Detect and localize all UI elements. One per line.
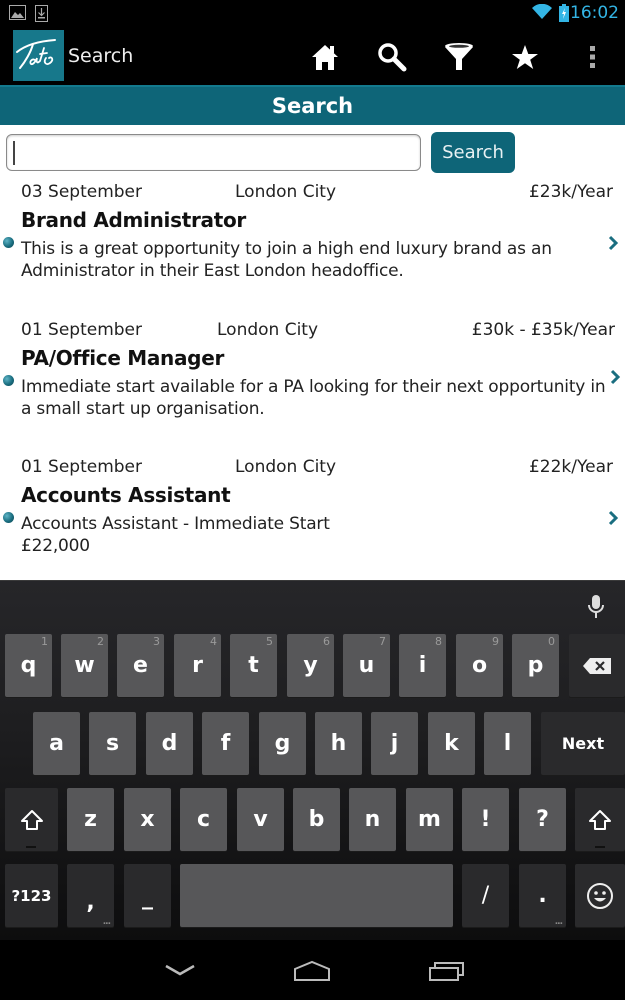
shift-icon [20, 809, 44, 831]
job-description-line: £22,000 [21, 536, 90, 556]
clock: 16:02 [570, 3, 619, 23]
recents-button[interactable] [428, 960, 466, 987]
job-description-line: Accounts Assistant - Immediate Start [21, 514, 330, 534]
page-title-bar [0, 85, 625, 125]
job-location: London City [235, 182, 337, 202]
job-title: PA/Office Manager [21, 346, 225, 370]
favourites-button[interactable] [507, 39, 543, 75]
search-results-panel [0, 125, 625, 580]
search-button[interactable]: Search [431, 132, 515, 173]
job-title: Brand Administrator [21, 208, 246, 232]
voice-input-button[interactable] [586, 594, 606, 625]
filter-button[interactable] [441, 39, 477, 75]
bullet-icon [3, 512, 14, 523]
space-key[interactable] [180, 864, 453, 927]
text-cursor [13, 141, 15, 165]
battery-charging-icon [559, 4, 569, 27]
overflow-menu-button[interactable] [574, 39, 610, 75]
star-icon [511, 44, 539, 71]
key-s[interactable]: s [89, 712, 136, 775]
backspace-icon [583, 658, 611, 674]
key-question[interactable]: ? [519, 788, 566, 851]
key-f[interactable]: f [202, 712, 249, 775]
key-u[interactable]: 7 u [343, 634, 390, 697]
page-title: Search [271, 94, 354, 118]
key-slash[interactable]: / [462, 864, 509, 927]
key-t[interactable]: 5 t [230, 634, 277, 697]
home-nav-button[interactable] [293, 960, 331, 987]
key-exclamation[interactable]: ! [462, 788, 509, 851]
key-i[interactable]: 8 i [399, 634, 446, 697]
shift-key-left[interactable] [5, 788, 58, 851]
job-location: London City [217, 320, 319, 340]
tate-logo-icon [13, 30, 64, 81]
shift-icon [588, 809, 612, 831]
key-a[interactable]: a [33, 712, 80, 775]
bullet-icon [3, 375, 14, 386]
key-period[interactable]: . ... [519, 864, 566, 927]
key-j[interactable]: j [371, 712, 418, 775]
key-w[interactable]: 2 w [61, 634, 108, 697]
home-button[interactable] [307, 39, 343, 75]
tate-logo[interactable] [13, 30, 64, 81]
key-underscore[interactable]: _ [124, 864, 171, 927]
overflow-icon [588, 44, 596, 70]
key-d[interactable]: d [146, 712, 193, 775]
key-p[interactable]: 0 p [512, 634, 559, 697]
job-description: Immediate start available for a PA looking for their next opportunity in a small start up organisation. [21, 377, 606, 419]
chevron-right-icon [606, 509, 620, 527]
smiley-icon [586, 882, 614, 910]
key-g[interactable]: g [259, 712, 306, 775]
key-h[interactable]: h [315, 712, 362, 775]
key-z[interactable]: z [67, 788, 114, 851]
job-list-item[interactable] [0, 457, 625, 587]
key-x[interactable]: x [124, 788, 171, 851]
job-salary: £22k/Year [528, 457, 613, 477]
key-c[interactable]: c [180, 788, 227, 851]
gallery-notification-icon [9, 5, 26, 25]
key-v[interactable]: v [237, 788, 284, 851]
status-bar [0, 0, 625, 27]
key-r[interactable]: 4 r [174, 634, 221, 697]
filter-icon [443, 42, 475, 72]
home-icon [310, 43, 340, 71]
key-k[interactable]: k [428, 712, 475, 775]
shift-key-right[interactable] [575, 788, 625, 851]
back-icon [163, 962, 197, 978]
key-n[interactable]: n [349, 788, 396, 851]
app-title: Search [68, 45, 134, 67]
recents-icon [428, 960, 466, 982]
system-nav-bar [0, 940, 625, 1000]
job-date: 01 September [21, 457, 143, 477]
microphone-icon [586, 594, 606, 620]
search-input[interactable] [6, 134, 421, 171]
search-action-button[interactable] [374, 39, 410, 75]
action-bar [0, 27, 625, 85]
job-list-item[interactable] [0, 320, 625, 450]
job-title: Accounts Assistant [21, 483, 231, 507]
job-location: London City [235, 457, 337, 477]
chevron-right-icon [606, 234, 620, 252]
chevron-right-icon [608, 368, 622, 386]
job-date: 03 September [21, 182, 143, 202]
job-salary: £30k - £35k/Year [471, 320, 615, 340]
wifi-icon [532, 4, 552, 25]
key-o[interactable]: 9 o [456, 634, 503, 697]
job-salary: £23k/Year [528, 182, 613, 202]
soft-keyboard [0, 580, 625, 940]
symbols-key[interactable]: ?123 [5, 864, 58, 927]
bullet-icon [3, 237, 14, 248]
key-l[interactable]: l [484, 712, 531, 775]
key-q[interactable]: 1 q [5, 634, 52, 697]
job-description [21, 513, 613, 557]
back-button[interactable] [163, 962, 197, 983]
job-list-item[interactable] [0, 182, 625, 312]
key-e[interactable]: 3 e [117, 634, 164, 697]
emoji-key[interactable] [575, 864, 625, 927]
backspace-key[interactable] [569, 634, 625, 697]
search-icon [377, 42, 407, 72]
key-m[interactable]: m [406, 788, 453, 851]
key-comma[interactable]: , ... [67, 864, 114, 927]
job-description: This is a great opportunity to join a high end luxury brand as an Administrator in their East London headoffice. [21, 239, 552, 281]
download-notification-icon [35, 5, 48, 27]
key-y[interactable]: 6 y [287, 634, 334, 697]
job-date: 01 September [21, 320, 143, 340]
home-icon [293, 960, 331, 982]
next-key[interactable]: Next [541, 712, 625, 775]
key-b[interactable]: b [293, 788, 340, 851]
